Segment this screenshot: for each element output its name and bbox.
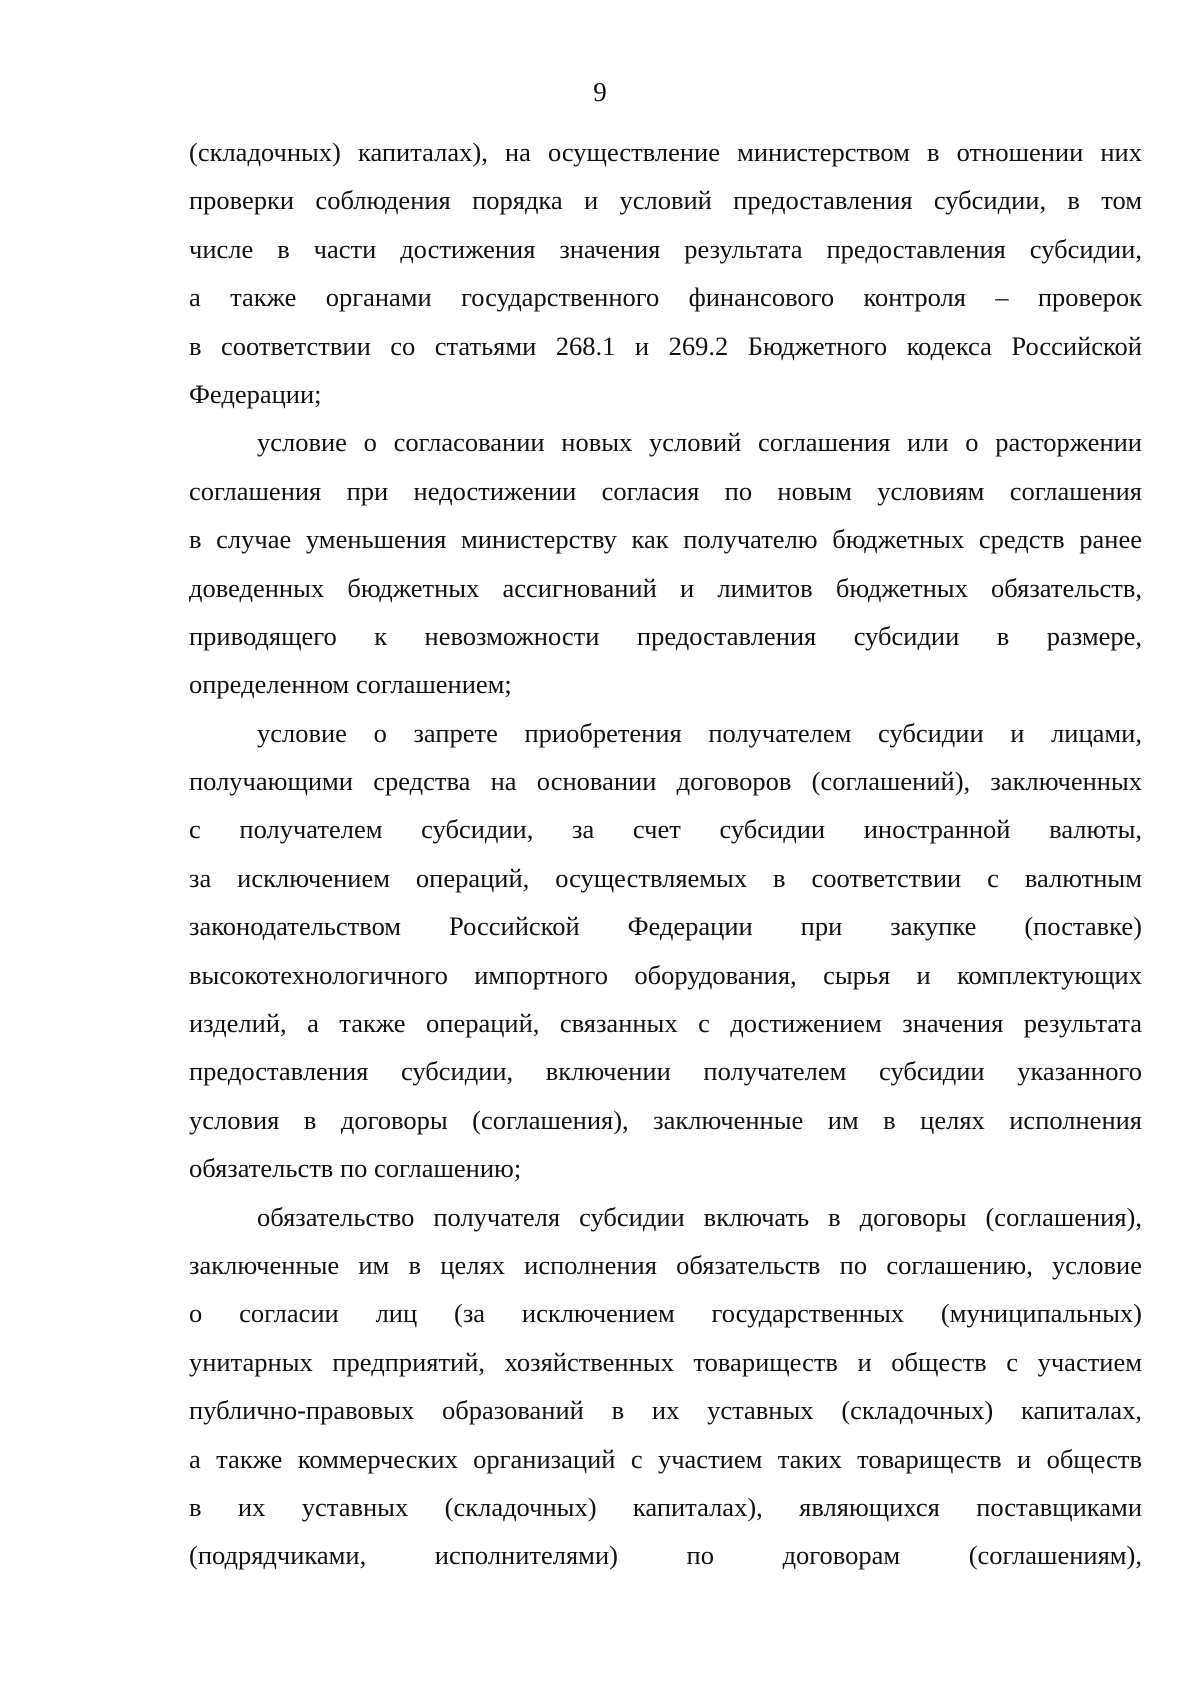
text-line: высокотехнологичного импортного оборудования, сырья и комплектующих: [189, 959, 1142, 990]
text-line: Федерации;: [189, 378, 322, 409]
text-line: а также коммерческих организаций с участием таких товариществ и обществ: [189, 1443, 1142, 1474]
text-line: (складочных) капиталах), на осуществление министерством в отношении них: [189, 137, 1142, 167]
text-line: в соответствии со статьями 268.1 и 269.2 Бюджетного кодекса Российской: [189, 330, 1142, 361]
text-line: проверки соблюдения порядка и условий предоставления субсидии, в том: [189, 185, 1142, 216]
text-line: публично-правовых образований в их уставных (складочных) капиталах,: [189, 1395, 1142, 1426]
text-line: обязательств по соглашению;: [189, 1153, 522, 1184]
paragraph: [189, 709, 1142, 1193]
paragraph: [189, 128, 1142, 418]
text-line: определенном соглашением;: [189, 669, 512, 700]
text-line: условие о запрете приобретения получателем субсидии и лицами,: [257, 717, 1142, 748]
text-line: о согласии лиц (за исключением государственных (муниципальных): [189, 1298, 1142, 1329]
text-line: получающими средства на основании договоров (соглашений), заключенных: [189, 766, 1142, 797]
text-line: а также органами государственного финансового контроля – проверок: [189, 282, 1142, 313]
text-line: изделий, а также операций, связанных с достижением значения результата: [189, 1008, 1142, 1039]
text-line: в случае уменьшения министерству как получателю бюджетных средств ранее: [189, 524, 1142, 555]
paragraph: [189, 1193, 1142, 1580]
text-line: с получателем субсидии, за счет субсидии иностранной валюты,: [189, 814, 1142, 845]
page-number: 9: [593, 77, 607, 107]
text-line: числе в части достижения значения результата предоставления субсидии,: [189, 233, 1142, 264]
text-line: предоставления субсидии, включении получателем субсидии указанного: [189, 1056, 1142, 1087]
text-line: доведенных бюджетных ассигнований и лимитов бюджетных обязательств,: [189, 572, 1142, 603]
text-line: обязательство получателя субсидии включать в договоры (соглашения),: [257, 1201, 1142, 1232]
text-line: приводящего к невозможности предоставления субсидии в размере,: [189, 620, 1142, 651]
text-line: заключенные им в целях исполнения обязательств по соглашению, условие: [189, 1249, 1142, 1280]
text-line: в их уставных (складочных) капиталах), являющихся поставщиками: [189, 1491, 1142, 1522]
text-line: условие о согласовании новых условий соглашения или о расторжении: [257, 427, 1142, 458]
text-line: соглашения при недостижении согласия по новым условиям соглашения: [189, 475, 1142, 506]
document-body: [189, 128, 1142, 1580]
paragraph: [189, 418, 1142, 708]
text-line: за исключением операций, осуществляемых в соответствии с валютным: [189, 862, 1142, 893]
text-line: унитарных предприятий, хозяйственных товариществ и обществ с участием: [189, 1346, 1142, 1377]
text-line: (подрядчиками, исполнителями) по договорам (соглашениям),: [189, 1540, 1142, 1571]
text-line: законодательством Российской Федерации при закупке (поставке): [189, 911, 1142, 942]
text-line: условия в договоры (соглашения), заключенные им в целях исполнения: [189, 1104, 1142, 1135]
